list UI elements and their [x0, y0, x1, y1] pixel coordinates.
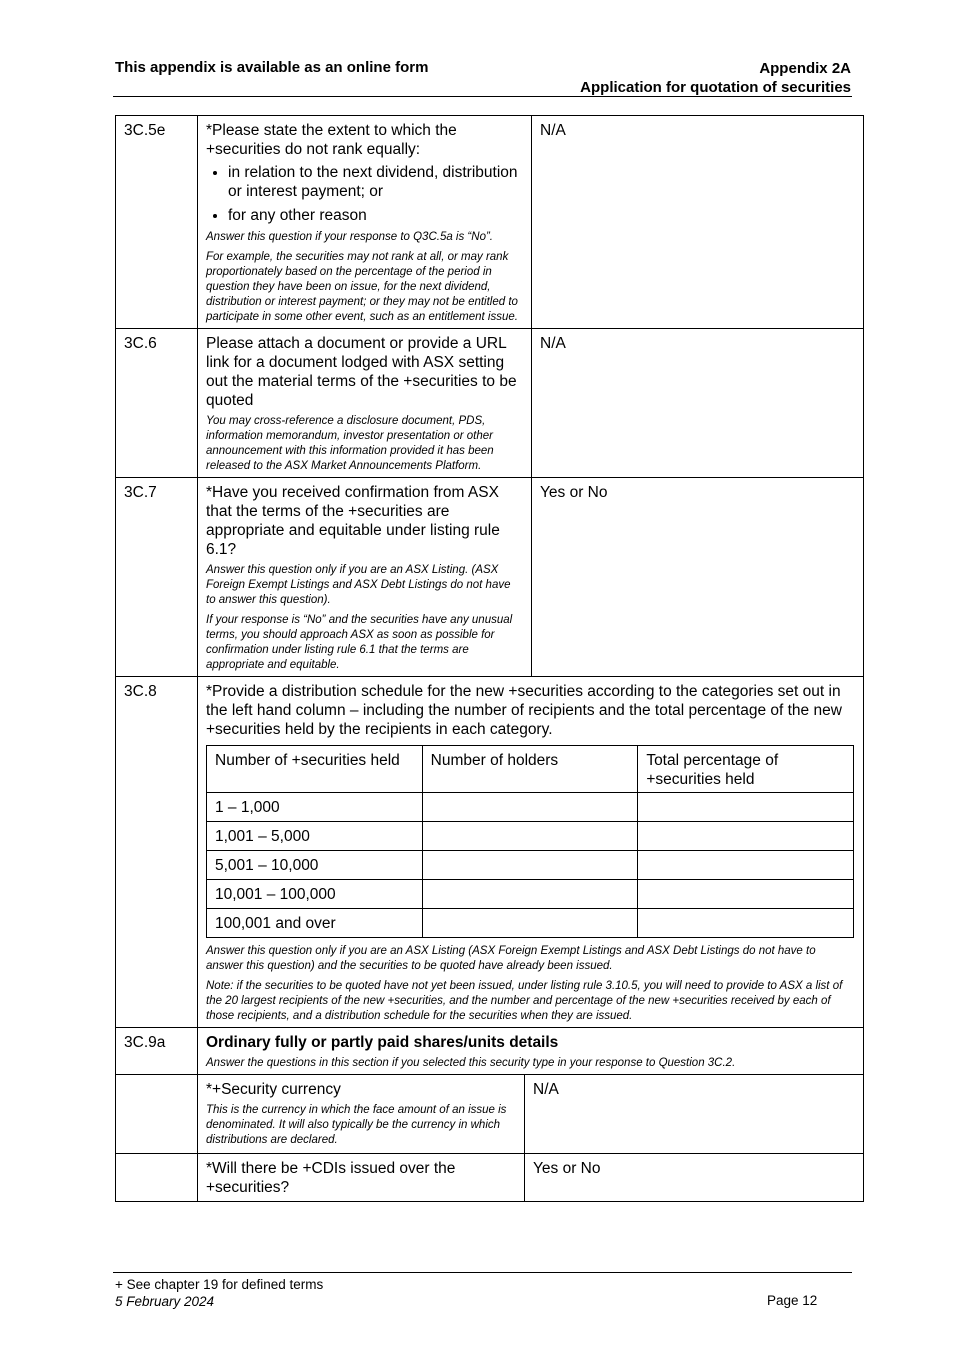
footer-notes [115, 1276, 323, 1310]
header-appendix [580, 59, 851, 97]
table-row [207, 909, 854, 938]
question-text: *Provide a distribution schedule for the new +securities according to the categories set out in the left hand column – including the number of recipients and the total percentage of the new +securities held by the recipients in each category. [206, 683, 842, 738]
question-number: 3C.8 [116, 677, 198, 1028]
guidance-note: Note: if the securities to be quoted have not yet been issued, under listing rule 3.10.5, you will need to provide to ASX a list of the 20 largest recipients of the new +securities, and the number and percentage of the new +securities received by each of those recipients, and a distribution schedule for the securities when they are issued. [206, 980, 843, 1022]
question-cell [198, 116, 532, 329]
guidance-note: If your response is “No” and the securities have any unusual terms, you should approach ASX as soon as possible for confirmation under listing rule 6.1 that the terms are appropriate and equitable. [206, 614, 513, 671]
appendix-subtitle: Application for quotation of securities [580, 79, 851, 96]
range-label: 10,001 – 100,000 [207, 880, 423, 909]
holders-input[interactable] [422, 822, 638, 851]
row-cdis [116, 1154, 864, 1202]
table-row [207, 822, 854, 851]
table-row [207, 793, 854, 822]
table-header-row [207, 746, 854, 793]
guidance-note: Answer this question if your response to Q3C.5a is “No”. [206, 231, 493, 243]
row-3c9a [116, 1028, 864, 1075]
sub-question-table [198, 1154, 863, 1201]
range-label: 5,001 – 10,000 [207, 851, 423, 880]
range-label: 1 – 1,000 [207, 793, 423, 822]
footer-defined-terms: + See chapter 19 for defined terms [115, 1277, 324, 1292]
row-3c8 [116, 677, 864, 1028]
table-row [207, 880, 854, 909]
sub-question-table [198, 1075, 863, 1153]
column-header: Total percentage of +securities held [638, 746, 854, 793]
percentage-input[interactable] [638, 851, 854, 880]
row-3c5e [116, 116, 864, 329]
question-cell [198, 1154, 525, 1201]
header-title: This appendix is available as an online form [115, 59, 429, 76]
question-cell [198, 1075, 525, 1153]
guidance-note: You may cross-reference a disclosure document, PDS, information memorandum, investor presentation or other announcement with this information provided it has been released to the ASX Market Announcements Platform. [206, 415, 494, 472]
guidance-note: Answer this question only if you are an ASX Listing (ASX Foreign Exempt Listings and ASX Debt Listings do not have to answer this question) and the securities to be quoted have already been issued. [206, 945, 816, 972]
answer-field[interactable]: N/A [533, 1081, 559, 1098]
form-table [115, 115, 864, 1202]
question-number: 3C.6 [116, 329, 198, 478]
row-3c7 [116, 478, 864, 677]
question-number: 3C.7 [116, 478, 198, 677]
bullet-list [206, 163, 523, 225]
question-text: *Please state the extent to which the +securities do not rank equally: [206, 122, 457, 158]
column-header: Number of holders [422, 746, 638, 793]
sub-question-container [198, 1075, 864, 1154]
table-row [207, 851, 854, 880]
question-cell [198, 329, 532, 478]
distribution-table [206, 745, 854, 938]
row-security-currency [116, 1075, 864, 1154]
question-text: *+Security currency [206, 1081, 341, 1098]
row-3c6 [116, 329, 864, 478]
question-number-empty [116, 1154, 198, 1202]
answer-field[interactable]: N/A [532, 329, 864, 478]
question-cell [198, 478, 532, 677]
guidance-note: Answer the questions in this section if you selected this security type in your response to Question 3C.2. [206, 1057, 736, 1069]
guidance-note: This is the currency in which the face amount of an issue is denominated. It will also typically be the currency in which distributions are declared. [206, 1104, 507, 1146]
question-text: *Will there be +CDIs issued over the +securities? [206, 1160, 456, 1196]
column-header: Number of +securities held [207, 746, 423, 793]
section-heading-cell [198, 1028, 864, 1075]
holders-input[interactable] [422, 851, 638, 880]
answer-field[interactable]: Yes or No [532, 478, 864, 677]
answer-field[interactable]: Yes or No [533, 1160, 601, 1177]
appendix-number: Appendix 2A [759, 60, 851, 77]
guidance-note: Answer this question only if you are an ASX Listing. (ASX Foreign Exempt Listings and ASX Debt Listings do not have to answer this question). [206, 564, 511, 606]
holders-input[interactable] [422, 909, 638, 938]
sub-question-container [198, 1154, 864, 1202]
answer-field[interactable]: N/A [532, 116, 864, 329]
percentage-input[interactable] [638, 880, 854, 909]
header-divider [113, 96, 852, 97]
percentage-input[interactable] [638, 822, 854, 851]
guidance-note: For example, the securities may not rank at all, or may rank proportionately based on the percentage of the period in question they have been on issue, for the next dividend, distribution or interest payment; or they may not be entitled to participate in some other event, such as an entitlement issue. [206, 251, 518, 323]
footer-date: 5 February 2024 [115, 1294, 215, 1309]
question-text: *Have you received confirmation from ASX that the terms of the +securities are appropriate and equitable under listing rule 6.1? [206, 484, 500, 558]
bullet-item: • in relation to the next dividend, distribution or interest payment; or [228, 163, 523, 201]
question-number: 3C.5e [116, 116, 198, 329]
section-title: Ordinary fully or partly paid shares/units details [206, 1034, 559, 1051]
footer-divider [113, 1272, 852, 1273]
percentage-input[interactable] [638, 793, 854, 822]
holders-input[interactable] [422, 880, 638, 909]
percentage-input[interactable] [638, 909, 854, 938]
question-cell [198, 677, 864, 1028]
holders-input[interactable] [422, 793, 638, 822]
bullet-item: • for any other reason [228, 206, 523, 225]
question-number: 3C.9a [116, 1028, 198, 1075]
range-label: 100,001 and over [207, 909, 423, 938]
question-number-empty [116, 1075, 198, 1154]
question-text: Please attach a document or provide a URL link for a document lodged with ASX setting out the material terms of the +securities to be quoted [206, 335, 517, 409]
page-number: Page 12 [767, 1293, 818, 1308]
range-label: 1,001 – 5,000 [207, 822, 423, 851]
